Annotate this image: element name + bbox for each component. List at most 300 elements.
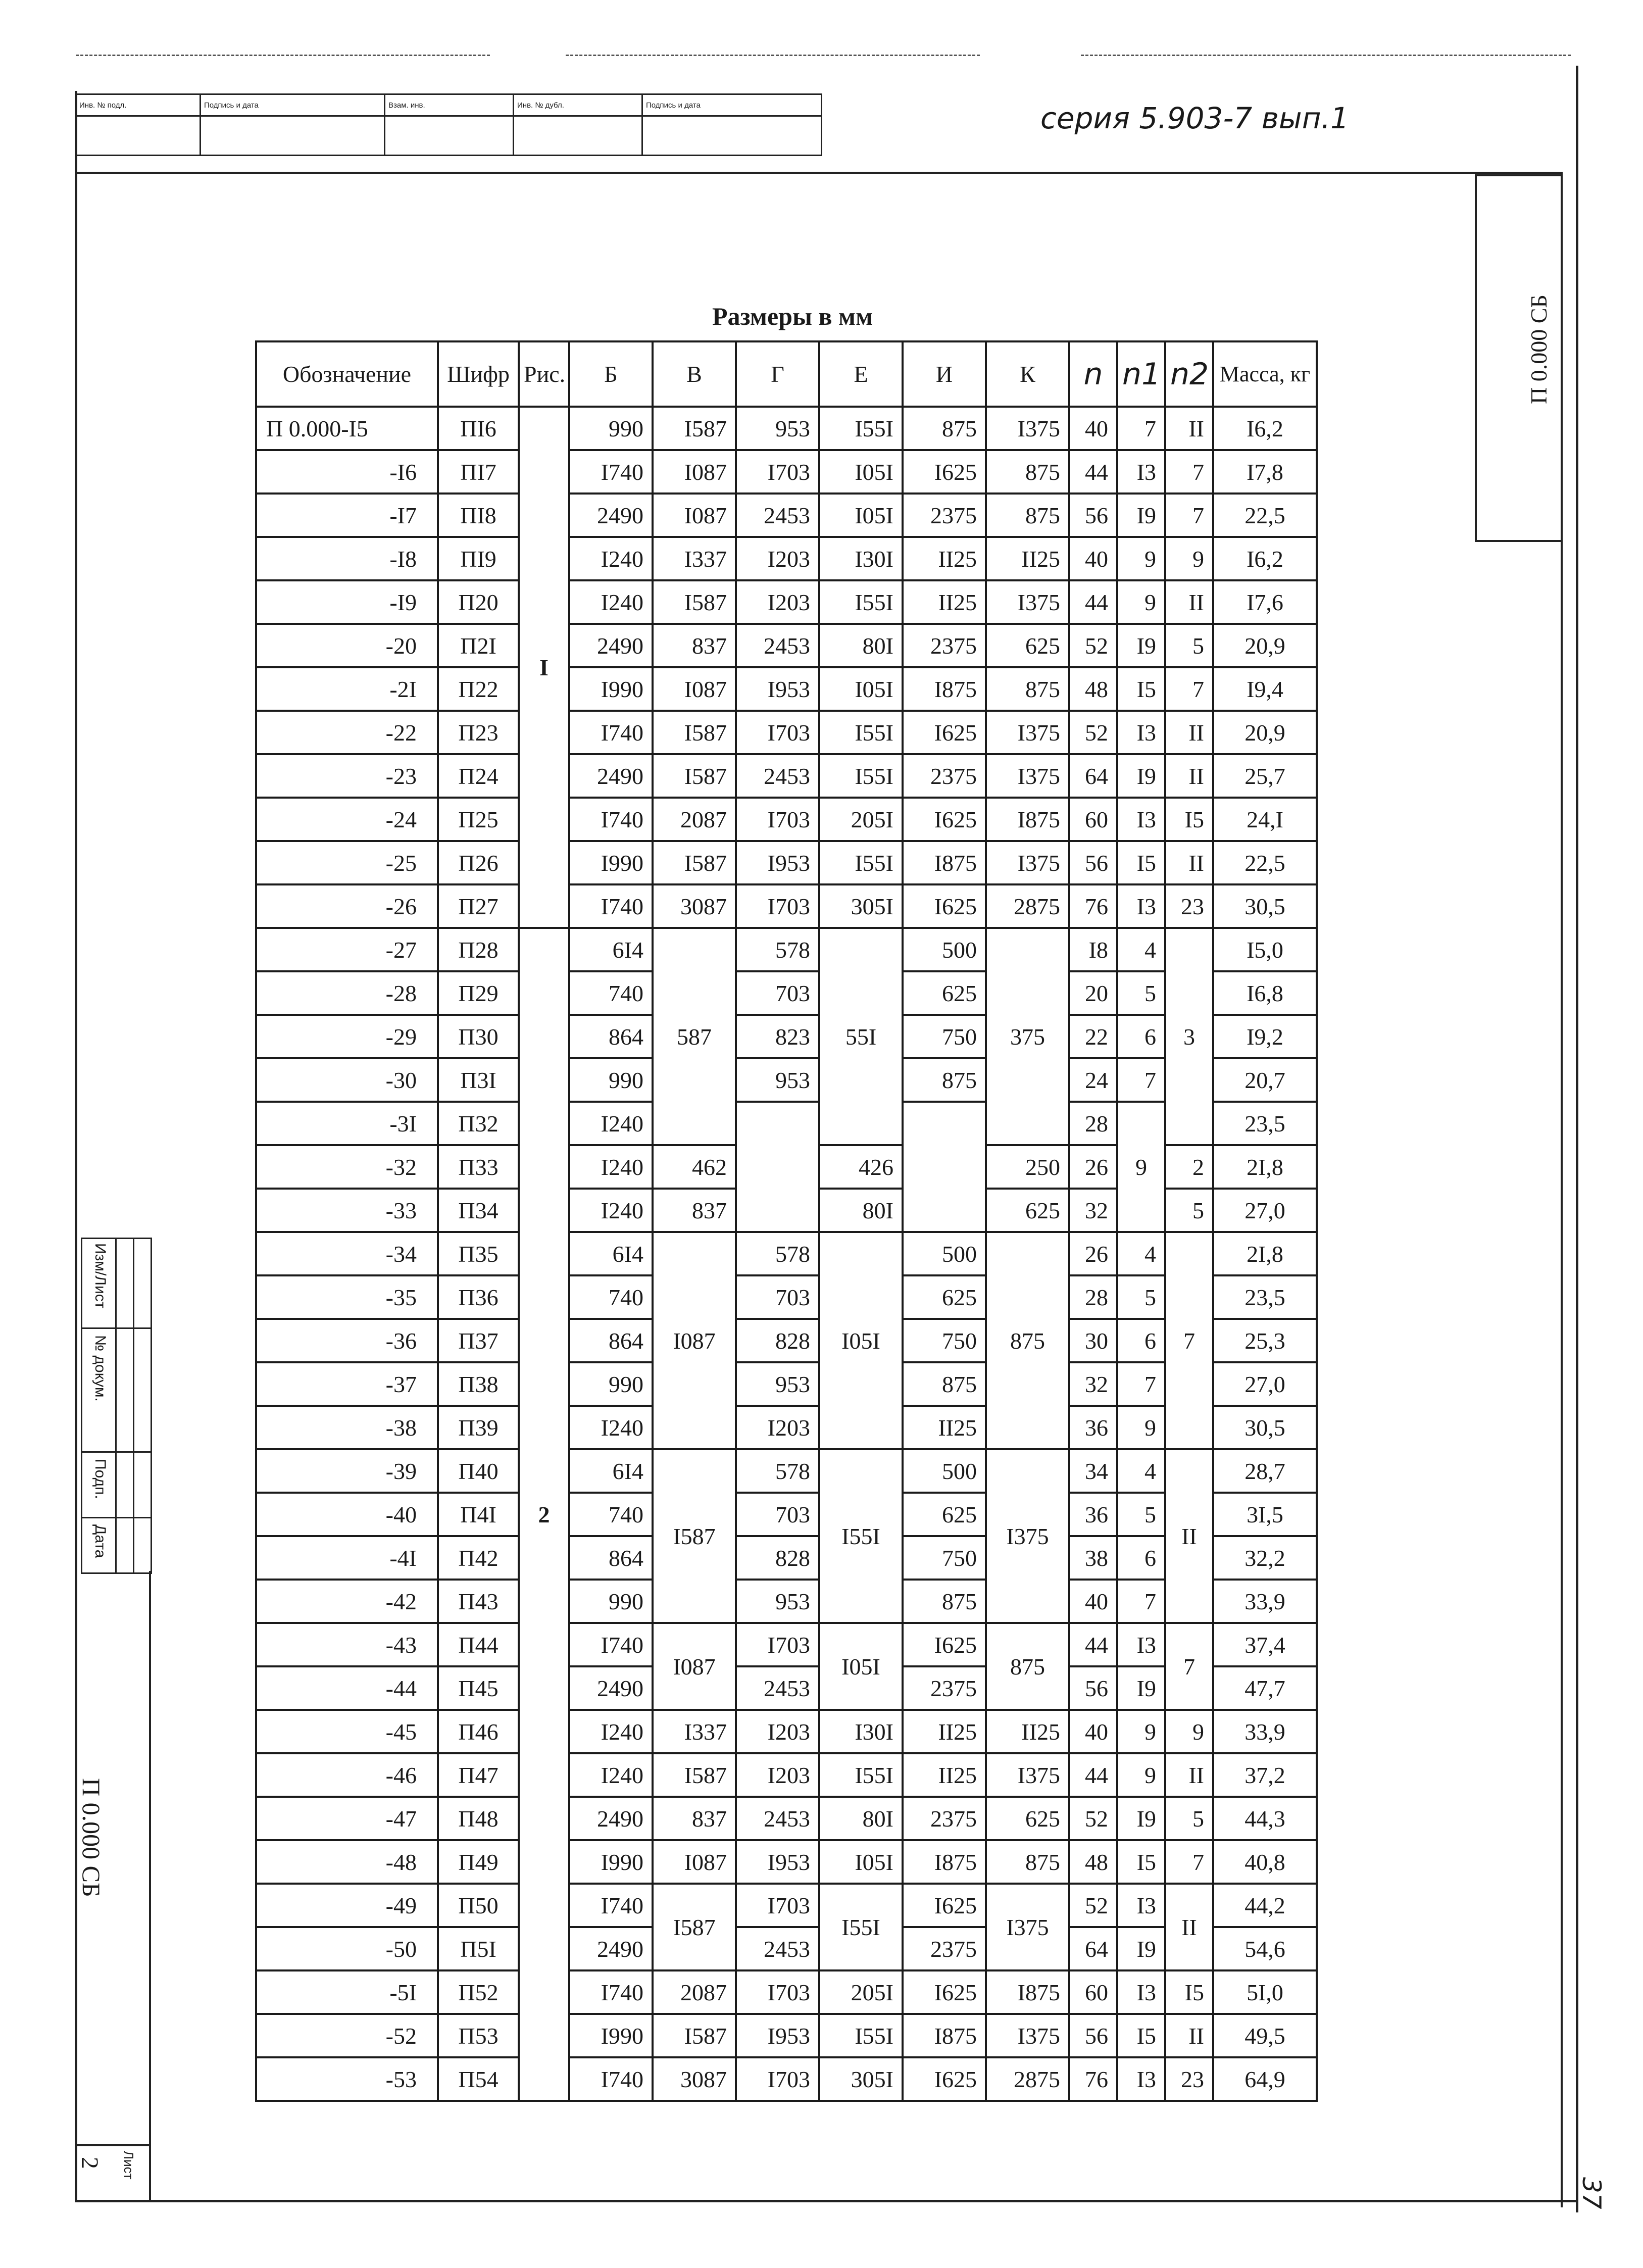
cell-k: I375 (986, 2014, 1069, 2057)
cell-k: I875 (986, 798, 1069, 841)
left-column-line (149, 1571, 151, 2200)
cell-g: 2453 (736, 624, 819, 667)
cell-code: ПI8 (438, 494, 519, 537)
cell-n2: II (1165, 1884, 1213, 1970)
table-row (256, 1970, 1317, 2014)
cell-code: ПI7 (438, 450, 519, 494)
cell-b: 864 (569, 1536, 653, 1580)
cell-n: 44 (1069, 580, 1117, 624)
stamp-empty-cell (76, 116, 201, 156)
cell-code: П54 (438, 2057, 519, 2101)
cell-code: П22 (438, 667, 519, 711)
cell-designation: -40 (256, 1493, 438, 1536)
cell-g: 703 (736, 1275, 819, 1319)
cell-n: 40 (1069, 1710, 1117, 1753)
table-row (256, 1232, 1317, 1275)
cell-mass: I7,8 (1213, 450, 1317, 494)
cell-code: П50 (438, 1884, 519, 1927)
header-g: Г (736, 341, 819, 407)
cell-code: П30 (438, 1015, 519, 1058)
cell-designation: -42 (256, 1580, 438, 1623)
cell-i: I625 (903, 1884, 986, 1927)
table-row (256, 450, 1317, 494)
dimensions-table (255, 340, 1318, 2102)
cell-code: П2I (438, 624, 519, 667)
cell-i: II25 (903, 1753, 986, 1797)
cell-v: 837 (653, 1797, 736, 1840)
cell-n: 32 (1069, 1362, 1117, 1406)
strip-divider (115, 1239, 117, 1572)
cell-mass: 22,5 (1213, 841, 1317, 884)
cell-n: 26 (1069, 1145, 1117, 1189)
cell-e: 80I (819, 624, 903, 667)
sheet-box (75, 2144, 151, 2202)
cell-n1: 5 (1117, 971, 1165, 1015)
cell-v: I587 (653, 580, 736, 624)
cell-n1: 4 (1117, 1232, 1165, 1275)
cell-n1: I9 (1117, 1797, 1165, 1840)
cell-i: I625 (903, 798, 986, 841)
cell-n2: I5 (1165, 798, 1213, 841)
cell-b: I740 (569, 798, 653, 841)
table-row (256, 841, 1317, 884)
cell-b: I240 (569, 537, 653, 580)
table-row (256, 1927, 1317, 1970)
cell-n: I8 (1069, 928, 1117, 971)
cell-b: 2490 (569, 1797, 653, 1840)
cell-n1: I9 (1117, 754, 1165, 798)
table-row (256, 884, 1317, 928)
cell-b: 6I4 (569, 928, 653, 971)
cell-n2: 9 (1165, 537, 1213, 580)
cell-i: 750 (903, 1319, 986, 1362)
cell-n2: 7 (1165, 1840, 1213, 1884)
cell-g: I703 (736, 884, 819, 928)
cell-designation: П 0.000-I5 (256, 407, 438, 450)
cell-designation: -53 (256, 2057, 438, 2101)
cell-mass: 25,3 (1213, 1319, 1317, 1362)
cell-g: 2453 (736, 494, 819, 537)
series-note: серия 5.903-7 вып.1 (1040, 101, 1349, 135)
strip-divider (82, 1517, 151, 1518)
cell-code: П47 (438, 1753, 519, 1797)
stamp-cell: Взам. инв. (385, 94, 514, 116)
cell-designation: -24 (256, 798, 438, 841)
cell-g: 2453 (736, 1797, 819, 1840)
cell-n: 60 (1069, 1970, 1117, 2014)
cell-n2: 7 (1165, 1232, 1213, 1449)
strip-label: Изм/Лист (92, 1243, 109, 1309)
cell-designation: -36 (256, 1319, 438, 1362)
cell-mass: 27,0 (1213, 1362, 1317, 1406)
cell-n: 52 (1069, 1884, 1117, 1927)
cell-e: I05I (819, 1623, 903, 1710)
cell-mass: 3I,5 (1213, 1493, 1317, 1536)
cell-g: 828 (736, 1319, 819, 1362)
table-row (256, 1406, 1317, 1449)
cell-mass: I9,4 (1213, 667, 1317, 711)
cell-designation: -44 (256, 1666, 438, 1710)
cell-n1: I9 (1117, 1666, 1165, 1710)
table-row (256, 580, 1317, 624)
cell-e: I55I (819, 841, 903, 884)
table-body (256, 407, 1317, 2101)
cell-n: 20 (1069, 971, 1117, 1015)
cell-mass: 33,9 (1213, 1710, 1317, 1753)
cell-b: I240 (569, 580, 653, 624)
cell-code: П33 (438, 1145, 519, 1189)
cell-designation: -35 (256, 1275, 438, 1319)
cell-g: 578 (736, 928, 819, 971)
cell-n1: I3 (1117, 1884, 1165, 1927)
cell-g: I703 (736, 1970, 819, 2014)
cell-g: I953 (736, 841, 819, 884)
cell-mass: 2I,8 (1213, 1145, 1317, 1189)
cell-e: I55I (819, 2014, 903, 2057)
cell-e: I55I (819, 1449, 903, 1623)
strip-divider (133, 1239, 134, 1572)
cell-mass: 20,9 (1213, 624, 1317, 667)
cell-designation: -22 (256, 711, 438, 754)
cell-code: П52 (438, 1970, 519, 2014)
cell-v: I587 (653, 754, 736, 798)
strip-label: Дата (92, 1524, 109, 1558)
cell-n2: II (1165, 2014, 1213, 2057)
cell-n1: 7 (1117, 407, 1165, 450)
table-row (256, 1884, 1317, 1927)
header-i: И (903, 341, 986, 407)
cell-n1: 4 (1117, 928, 1165, 971)
cell-code: П43 (438, 1580, 519, 1623)
cell-n1: I3 (1117, 1970, 1165, 2014)
cell-n2: 7 (1165, 450, 1213, 494)
cell-i: II25 (903, 1710, 986, 1753)
cell-n: 44 (1069, 1753, 1117, 1797)
cell-n1: 9 (1117, 1406, 1165, 1449)
cell-i (903, 1102, 986, 1232)
cell-n1: I3 (1117, 450, 1165, 494)
cell-n2: 3 (1165, 928, 1213, 1145)
cell-n: 26 (1069, 1232, 1117, 1275)
cell-n: 56 (1069, 494, 1117, 537)
table-row (256, 2014, 1317, 2057)
stamp-empty-cell (201, 116, 385, 156)
cell-n1: I5 (1117, 841, 1165, 884)
cell-n2: II (1165, 580, 1213, 624)
frame-right-border (1576, 66, 1578, 2212)
cell-n1: 5 (1117, 1275, 1165, 1319)
cell-g: I203 (736, 580, 819, 624)
cell-n1: 6 (1117, 1536, 1165, 1580)
table-row (256, 1840, 1317, 1884)
frame-bottom-border (75, 2200, 1577, 2202)
cell-v: 3087 (653, 884, 736, 928)
stamp-cell: Подпись и дата (642, 94, 822, 116)
cell-b: 2490 (569, 1927, 653, 1970)
cell-b: I740 (569, 884, 653, 928)
cell-n2: II (1165, 754, 1213, 798)
cell-b: 990 (569, 1580, 653, 1623)
cell-code: П46 (438, 1710, 519, 1753)
cell-e: I55I (819, 407, 903, 450)
cell-n1: 6 (1117, 1319, 1165, 1362)
sheet-number: 2 (76, 2157, 103, 2169)
cell-n2: 23 (1165, 884, 1213, 928)
cell-k: I375 (986, 407, 1069, 450)
cell-designation: -52 (256, 2014, 438, 2057)
cell-n: 64 (1069, 1927, 1117, 1970)
cell-i: I875 (903, 667, 986, 711)
cell-code: П26 (438, 841, 519, 884)
cell-mass: 32,2 (1213, 1536, 1317, 1580)
table-row (256, 624, 1317, 667)
cell-n1: I9 (1117, 494, 1165, 537)
cell-n: 48 (1069, 1840, 1117, 1884)
cell-mass: 47,7 (1213, 1666, 1317, 1710)
header-v: В (653, 341, 736, 407)
cell-g: 2453 (736, 1927, 819, 1970)
cell-i: 2375 (903, 624, 986, 667)
cell-e: I55I (819, 580, 903, 624)
strip-label: № докум. (92, 1335, 109, 1402)
cell-i: 875 (903, 1362, 986, 1406)
cell-i: II25 (903, 580, 986, 624)
cell-n1: 9 (1117, 1710, 1165, 1753)
cell-n2: I5 (1165, 1970, 1213, 2014)
cell-i: II25 (903, 1406, 986, 1449)
cell-code: П49 (438, 1840, 519, 1884)
cell-n1: 9 (1117, 1753, 1165, 1797)
cell-designation: -33 (256, 1189, 438, 1232)
header-e: Е (819, 341, 903, 407)
cell-i: 2375 (903, 1927, 986, 1970)
cell-code: ПI6 (438, 407, 519, 450)
strip-divider (82, 1451, 151, 1453)
cell-n1: 9 (1117, 537, 1165, 580)
cell-designation: -27 (256, 928, 438, 971)
cell-n2: 5 (1165, 1797, 1213, 1840)
cell-g: 953 (736, 1362, 819, 1406)
cell-n1: 4 (1117, 1449, 1165, 1493)
cell-k: I375 (986, 841, 1069, 884)
frame-dash-top (1081, 55, 1571, 56)
cell-n: 22 (1069, 1015, 1117, 1058)
cell-mass: 30,5 (1213, 1406, 1317, 1449)
cell-e: 205I (819, 1970, 903, 2014)
cell-n2: 23 (1165, 2057, 1213, 2101)
cell-designation: -50 (256, 1927, 438, 1970)
cell-n: 38 (1069, 1536, 1117, 1580)
cell-code: П32 (438, 1102, 519, 1145)
cell-i: 2375 (903, 1797, 986, 1840)
cell-k: 875 (986, 494, 1069, 537)
cell-n: 44 (1069, 1623, 1117, 1666)
cell-mass: 27,0 (1213, 1189, 1317, 1232)
cell-designation: -34 (256, 1232, 438, 1275)
cell-g: 2453 (736, 1666, 819, 1710)
cell-designation: -26 (256, 884, 438, 928)
cell-e: 80I (819, 1797, 903, 1840)
cell-k: I375 (986, 754, 1069, 798)
cell-n: 36 (1069, 1493, 1117, 1536)
table-row (256, 1449, 1317, 1493)
cell-n: 40 (1069, 407, 1117, 450)
cell-k: 875 (986, 1232, 1069, 1449)
cell-v: 2087 (653, 798, 736, 841)
cell-e: 80I (819, 1189, 903, 1232)
cell-e: I05I (819, 1232, 903, 1449)
cell-b: I240 (569, 1753, 653, 1797)
cell-n1: I9 (1117, 1927, 1165, 1970)
cell-code: П45 (438, 1666, 519, 1710)
cell-b: 990 (569, 407, 653, 450)
cell-g: I203 (736, 1753, 819, 1797)
cell-g: I203 (736, 537, 819, 580)
cell-n1: 9 (1117, 580, 1165, 624)
cell-i: 875 (903, 1580, 986, 1623)
cell-b: 740 (569, 1493, 653, 1536)
cell-code: П34 (438, 1189, 519, 1232)
cell-g: 703 (736, 1493, 819, 1536)
cell-mass: 24,I (1213, 798, 1317, 841)
cell-b: I990 (569, 2014, 653, 2057)
cell-k: I375 (986, 1753, 1069, 1797)
cell-mass: I5,0 (1213, 928, 1317, 971)
cell-code: П36 (438, 1275, 519, 1319)
cell-g: I703 (736, 1884, 819, 1927)
cell-n2: II (1165, 841, 1213, 884)
cell-b: 2490 (569, 1666, 653, 1710)
cell-n1: 5 (1117, 1493, 1165, 1536)
cell-e: 426 (819, 1145, 903, 1189)
cell-n1: I5 (1117, 667, 1165, 711)
cell-e: I05I (819, 450, 903, 494)
cell-b: 6I4 (569, 1449, 653, 1493)
cell-code: П48 (438, 1797, 519, 1840)
header-b: Б (569, 341, 653, 407)
cell-n1: I3 (1117, 1623, 1165, 1666)
stamp-cell: Инв. № дубл. (514, 94, 642, 116)
cell-g: 823 (736, 1015, 819, 1058)
cell-b: I990 (569, 1840, 653, 1884)
cell-mass: 2I,8 (1213, 1232, 1317, 1275)
table-row (256, 1102, 1317, 1145)
cell-mass: I6,8 (1213, 971, 1317, 1015)
stamp-empty-cell (514, 116, 642, 156)
cell-mass: 33,9 (1213, 1580, 1317, 1623)
table-row (256, 1623, 1317, 1666)
cell-e: I05I (819, 667, 903, 711)
cell-e: I55I (819, 1884, 903, 1970)
cell-k: 250 (986, 1145, 1069, 1189)
cell-code: П24 (438, 754, 519, 798)
cell-v: 2087 (653, 1970, 736, 2014)
cell-g: I203 (736, 1710, 819, 1753)
cell-n: 32 (1069, 1189, 1117, 1232)
frame-dash-top (566, 55, 980, 56)
cell-k: 625 (986, 1189, 1069, 1232)
cell-n1: I3 (1117, 884, 1165, 928)
cell-n: 40 (1069, 1580, 1117, 1623)
cell-designation: -I6 (256, 450, 438, 494)
cell-mass: I9,2 (1213, 1015, 1317, 1058)
cell-code: П5I (438, 1927, 519, 1970)
cell-code: П38 (438, 1362, 519, 1406)
cell-code: П29 (438, 971, 519, 1015)
cell-b: 2490 (569, 624, 653, 667)
cell-k: 875 (986, 667, 1069, 711)
cell-mass: 37,4 (1213, 1623, 1317, 1666)
cell-n2: II (1165, 711, 1213, 754)
cell-designation: -32 (256, 1145, 438, 1189)
cell-v: I587 (653, 1449, 736, 1623)
cell-e: I30I (819, 1710, 903, 1753)
cell-mass: 20,9 (1213, 711, 1317, 754)
cell-b: I740 (569, 450, 653, 494)
table-row (256, 2057, 1317, 2101)
table-row (256, 1058, 1317, 1102)
cell-k: 375 (986, 928, 1069, 1145)
cell-v: I087 (653, 1232, 736, 1449)
cell-i: 500 (903, 928, 986, 971)
cell-code: П40 (438, 1449, 519, 1493)
cell-n2: 7 (1165, 494, 1213, 537)
cell-e: 205I (819, 798, 903, 841)
cell-designation: -2I (256, 667, 438, 711)
cell-mass: 64,9 (1213, 2057, 1317, 2101)
cell-n2: 7 (1165, 667, 1213, 711)
cell-n: 52 (1069, 1797, 1117, 1840)
cell-n1: 9 (1117, 1102, 1165, 1232)
header-k: К (986, 341, 1069, 407)
table-row (256, 1753, 1317, 1797)
cell-n: 44 (1069, 450, 1117, 494)
cell-v: I587 (653, 407, 736, 450)
cell-e: I05I (819, 494, 903, 537)
cell-v: I587 (653, 1884, 736, 1970)
cell-b: 2490 (569, 494, 653, 537)
cell-i: 875 (903, 1058, 986, 1102)
cell-g: 953 (736, 1580, 819, 1623)
cell-mass: 23,5 (1213, 1102, 1317, 1145)
frame-dash-top (76, 55, 490, 56)
cell-code: П37 (438, 1319, 519, 1362)
strip-divider (82, 1327, 151, 1329)
cell-v: I087 (653, 667, 736, 711)
cell-v: I087 (653, 450, 736, 494)
table-row (256, 798, 1317, 841)
cell-v: I337 (653, 537, 736, 580)
table-header-row (256, 341, 1317, 407)
cell-n: 56 (1069, 1666, 1117, 1710)
table-row (256, 407, 1317, 450)
cell-k: 875 (986, 1840, 1069, 1884)
cell-i: I875 (903, 2014, 986, 2057)
cell-code: П3I (438, 1058, 519, 1102)
stamp-table (75, 93, 822, 156)
cell-i: 500 (903, 1232, 986, 1275)
table-row (256, 1275, 1317, 1319)
cell-e: 305I (819, 884, 903, 928)
doc-code-left: П 0.000 СБ (77, 1778, 106, 1897)
cell-code: П53 (438, 2014, 519, 2057)
cell-mass: I6,2 (1213, 537, 1317, 580)
cell-i: 2375 (903, 494, 986, 537)
cell-designation: -30 (256, 1058, 438, 1102)
cell-mass: 37,2 (1213, 1753, 1317, 1797)
cell-n2: 2 (1165, 1145, 1213, 1189)
cell-n: 28 (1069, 1102, 1117, 1145)
